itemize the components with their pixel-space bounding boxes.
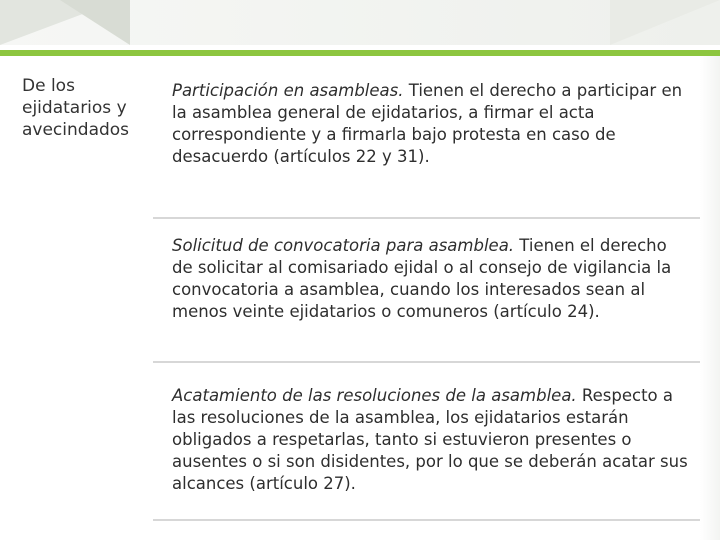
header-shape-mid — [60, 0, 130, 45]
row-title: Solicitud de convocatoria para asamblea. — [172, 236, 515, 255]
row-body: Tienen el derecho a participar en la asamblea general de ejidatarios, a firmar el acta correspondiente y a firmarla bajo protesta en caso de desacuerdo (artículos 22 y 31). — [172, 81, 683, 166]
side-shade — [700, 56, 720, 540]
row-title: Acatamiento de las resoluciones de la asamblea. — [172, 386, 577, 405]
row-text — [172, 385, 692, 495]
table-row — [153, 383, 700, 521]
section-label: De los ejidatarios y avecindados — [22, 76, 130, 140]
row-body: Tienen el derecho de solicitar al comisariado ejidal o al consejo de vigilancia la convocatoria a asamblea, cuando los interesados sean al menos veinte ejidatarios o comuneros (artículo 24). — [172, 236, 672, 321]
row-text — [172, 235, 692, 323]
row-title: Participación en asambleas. — [172, 81, 404, 100]
table-row — [153, 231, 700, 363]
table-row — [153, 80, 700, 219]
header-shape-right — [610, 0, 720, 45]
row-body: Respecto a las resoluciones de la asamblea, los ejidatarios estarán obligados a respetarlas, tanto si estuvieron presentes o ausentes o si son disidentes, por lo que se deberán acatar sus alcances (artículo 27). — [172, 386, 688, 493]
accent-bar — [0, 50, 720, 56]
row-text — [172, 80, 692, 168]
